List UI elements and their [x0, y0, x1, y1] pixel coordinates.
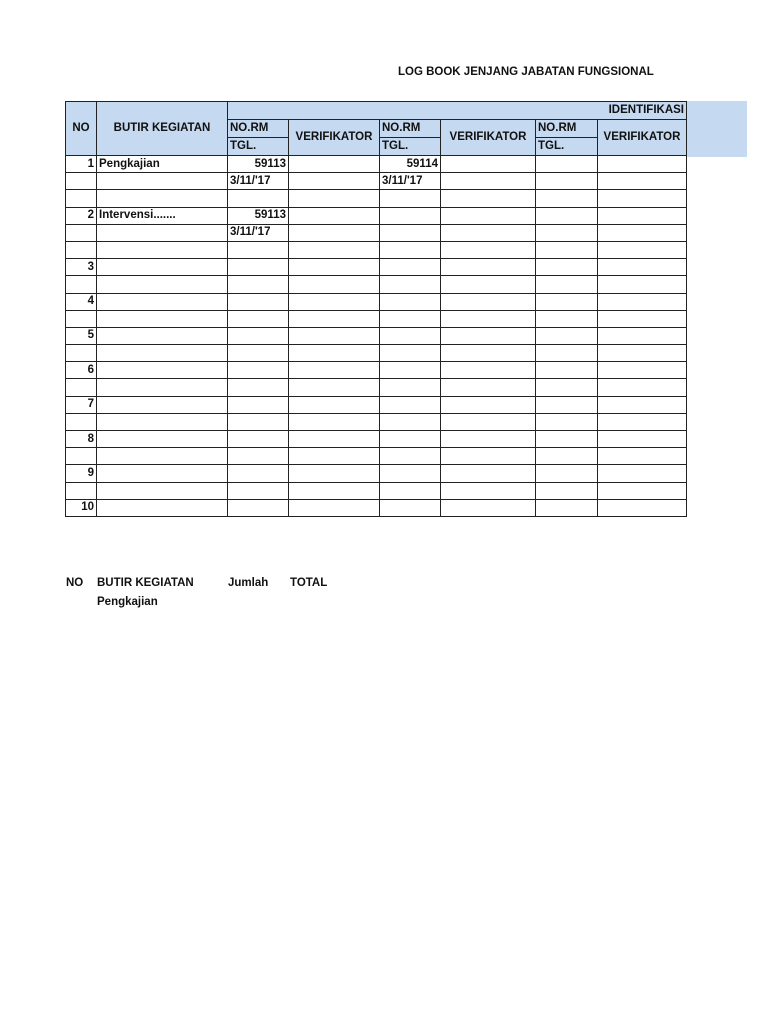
table-cell-no: [66, 276, 97, 293]
table-cell-c4: [441, 241, 536, 258]
table-cell-c3: [380, 345, 441, 362]
table-cell-c2: [289, 431, 380, 448]
table-cell-kegiatan: [97, 499, 228, 516]
table-cell-c5: [536, 190, 598, 207]
table-cell-c1: [228, 276, 289, 293]
table-cell-c4: [441, 448, 536, 465]
table-cell-kegiatan: [97, 310, 228, 327]
summary-butir-label: BUTIR KEGIATAN: [97, 577, 194, 589]
table-cell-c2: [289, 327, 380, 344]
header-butir-kegiatan: BUTIR KEGIATAN: [97, 102, 228, 156]
table-cell-c5: [536, 362, 598, 379]
table-cell-c3: [380, 431, 441, 448]
table-cell-c2: [289, 396, 380, 413]
logbook-table: [65, 101, 687, 517]
table-row: [66, 190, 687, 207]
table-cell-c1: [228, 482, 289, 499]
table-cell-kegiatan: [97, 345, 228, 362]
table-cell-kegiatan: [97, 173, 228, 190]
table-cell-c5: [536, 396, 598, 413]
table-cell-c5: [536, 241, 598, 258]
table-cell-c4: [441, 362, 536, 379]
table-row: [66, 499, 687, 516]
table-cell-c5: [536, 224, 598, 241]
table-cell-c3: [380, 327, 441, 344]
table-cell-c1: [228, 379, 289, 396]
table-cell-c6: [598, 207, 687, 224]
table-cell-kegiatan: [97, 379, 228, 396]
table-cell-c1: 3/11/'17: [228, 173, 289, 190]
table-cell-c4: [441, 173, 536, 190]
table-cell-c4: [441, 379, 536, 396]
table-cell-c6: [598, 327, 687, 344]
table-cell-c3: [380, 310, 441, 327]
table-cell-c1: [228, 190, 289, 207]
table-cell-c3: [380, 499, 441, 516]
table-cell-no: 1: [66, 156, 97, 173]
table-cell-c3: [380, 448, 441, 465]
table-cell-c6: [598, 276, 687, 293]
table-cell-no: [66, 448, 97, 465]
header-tgl-1: TGL.: [228, 138, 289, 156]
summary-no-label: NO: [66, 577, 84, 589]
table-cell-kegiatan: [97, 276, 228, 293]
table-cell-c2: [289, 482, 380, 499]
header-verifikator-3: VERIFIKATOR: [598, 120, 687, 156]
table-cell-c6: [598, 413, 687, 430]
table-cell-c6: [598, 465, 687, 482]
table-cell-c1: [228, 241, 289, 258]
table-cell-c4: [441, 190, 536, 207]
table-row: [66, 345, 687, 362]
table-cell-no: 9: [66, 465, 97, 482]
table-cell-c3: [380, 276, 441, 293]
table-cell-c3: [380, 379, 441, 396]
table-cell-c2: [289, 465, 380, 482]
table-cell-c3: [380, 413, 441, 430]
table-cell-c6: [598, 259, 687, 276]
table-cell-c5: [536, 413, 598, 430]
table-cell-c1: [228, 310, 289, 327]
table-cell-c2: [289, 293, 380, 310]
table-cell-c1: [228, 345, 289, 362]
table-row: [66, 448, 687, 465]
table-cell-c5: [536, 310, 598, 327]
page-title: LOG BOOK JENJANG JABATAN FUNGSIONAL: [398, 66, 654, 78]
table-cell-c2: [289, 310, 380, 327]
table-cell-no: 6: [66, 362, 97, 379]
table-cell-c3: [380, 241, 441, 258]
table-cell-c6: [598, 362, 687, 379]
table-cell-kegiatan: Intervensi.......: [97, 207, 228, 224]
table-cell-c5: [536, 431, 598, 448]
table-cell-no: 7: [66, 396, 97, 413]
header-norm-2: NO.RM: [380, 120, 441, 138]
table-cell-no: 4: [66, 293, 97, 310]
table-cell-c2: [289, 448, 380, 465]
table-cell-c4: [441, 482, 536, 499]
table-cell-c1: [228, 413, 289, 430]
table-cell-c3: [380, 259, 441, 276]
table-cell-c3: [380, 293, 441, 310]
table-cell-c2: [289, 173, 380, 190]
table-cell-no: [66, 482, 97, 499]
table-cell-c2: [289, 190, 380, 207]
table-cell-c2: [289, 224, 380, 241]
table-cell-c5: [536, 293, 598, 310]
header-row-identifikasi: [66, 102, 687, 120]
table-cell-c5: [536, 173, 598, 190]
table-cell-no: [66, 310, 97, 327]
table-cell-c3: [380, 224, 441, 241]
table-row: [66, 207, 687, 224]
table-cell-c6: [598, 379, 687, 396]
header-norm-1: NO.RM: [228, 120, 289, 138]
table-cell-c2: [289, 499, 380, 516]
table-row: [66, 224, 687, 241]
table-row: [66, 396, 687, 413]
table-cell-kegiatan: [97, 465, 228, 482]
table-cell-c4: [441, 327, 536, 344]
table-cell-c1: [228, 327, 289, 344]
table-cell-c6: [598, 156, 687, 173]
table-cell-c6: [598, 224, 687, 241]
table-cell-c4: [441, 431, 536, 448]
summary-item-pengkajian: Pengkajian: [97, 596, 158, 608]
table-cell-c5: [536, 465, 598, 482]
table-cell-c1: [228, 448, 289, 465]
table-cell-c1: 59113: [228, 207, 289, 224]
table-cell-c2: [289, 207, 380, 224]
table-cell-c2: [289, 276, 380, 293]
table-cell-c2: [289, 362, 380, 379]
table-cell-c2: [289, 379, 380, 396]
table-cell-kegiatan: [97, 224, 228, 241]
table-cell-c1: [228, 293, 289, 310]
table-cell-kegiatan: [97, 482, 228, 499]
table-cell-c4: [441, 276, 536, 293]
table-cell-no: 10: [66, 499, 97, 516]
table-cell-c1: 59113: [228, 156, 289, 173]
table-cell-no: [66, 345, 97, 362]
table-cell-c3: [380, 190, 441, 207]
table-cell-kegiatan: [97, 362, 228, 379]
table-cell-no: [66, 224, 97, 241]
table-cell-c4: [441, 396, 536, 413]
table-row: [66, 362, 687, 379]
table-cell-c6: [598, 396, 687, 413]
table-row: [66, 241, 687, 258]
table-cell-kegiatan: Pengkajian: [97, 156, 228, 173]
table-cell-c4: [441, 207, 536, 224]
table-cell-c6: [598, 173, 687, 190]
table-cell-c1: [228, 362, 289, 379]
table-cell-c5: [536, 207, 598, 224]
table-cell-c5: [536, 499, 598, 516]
table-row: [66, 156, 687, 173]
table-cell-no: [66, 379, 97, 396]
summary-jumlah-label: Jumlah: [228, 577, 269, 589]
table-cell-c5: [536, 448, 598, 465]
table-row: [66, 259, 687, 276]
table-cell-c2: [289, 259, 380, 276]
table-cell-c2: [289, 413, 380, 430]
table-cell-kegiatan: [97, 396, 228, 413]
table-cell-no: [66, 413, 97, 430]
table-cell-kegiatan: [97, 259, 228, 276]
table-cell-c3: [380, 482, 441, 499]
table-cell-c3: 3/11/'17: [380, 173, 441, 190]
table-row: [66, 482, 687, 499]
table-cell-no: [66, 190, 97, 207]
table-cell-kegiatan: [97, 190, 228, 207]
table-cell-c1: [228, 431, 289, 448]
table-cell-no: 8: [66, 431, 97, 448]
table-cell-c6: [598, 431, 687, 448]
table-cell-c5: [536, 345, 598, 362]
header-no: NO: [66, 102, 97, 156]
table-row: [66, 173, 687, 190]
table-cell-c2: [289, 345, 380, 362]
table-cell-kegiatan: [97, 293, 228, 310]
table-cell-kegiatan: [97, 431, 228, 448]
table-cell-c1: 3/11/'17: [228, 224, 289, 241]
table-cell-c6: [598, 482, 687, 499]
table-cell-c6: [598, 241, 687, 258]
table-cell-no: [66, 241, 97, 258]
table-cell-c2: [289, 241, 380, 258]
header-verifikator-1: VERIFIKATOR: [289, 120, 380, 156]
table-cell-c4: [441, 345, 536, 362]
table-cell-c4: [441, 293, 536, 310]
header-tgl-2: TGL.: [380, 138, 441, 156]
table-cell-kegiatan: [97, 448, 228, 465]
table-cell-c6: [598, 345, 687, 362]
table-cell-c4: [441, 259, 536, 276]
table-cell-c6: [598, 448, 687, 465]
table-cell-c3: [380, 362, 441, 379]
table-cell-c2: [289, 156, 380, 173]
table-cell-c3: [380, 207, 441, 224]
table-cell-c5: [536, 276, 598, 293]
table-cell-c4: [441, 465, 536, 482]
table-cell-c6: [598, 190, 687, 207]
table-cell-c5: [536, 259, 598, 276]
header-fill-extension: [686, 101, 747, 157]
header-verifikator-2: VERIFIKATOR: [441, 120, 536, 156]
table-cell-no: [66, 173, 97, 190]
table-cell-c4: [441, 156, 536, 173]
table-cell-c5: [536, 379, 598, 396]
table-cell-c3: [380, 396, 441, 413]
table-cell-c1: [228, 465, 289, 482]
table-row: [66, 293, 687, 310]
table-cell-c4: [441, 224, 536, 241]
table-cell-c5: [536, 327, 598, 344]
table-cell-c1: [228, 499, 289, 516]
table-cell-c6: [598, 310, 687, 327]
table-row: [66, 379, 687, 396]
table-cell-c4: [441, 499, 536, 516]
table-row: [66, 413, 687, 430]
table-row: [66, 327, 687, 344]
table-cell-no: 5: [66, 327, 97, 344]
table-cell-c5: [536, 482, 598, 499]
table-row: [66, 276, 687, 293]
table-cell-c3: [380, 465, 441, 482]
table-row: [66, 465, 687, 482]
header-identifikasi: IDENTIFIKASI: [228, 102, 687, 120]
table-cell-c4: [441, 413, 536, 430]
table-cell-kegiatan: [97, 241, 228, 258]
table-cell-c1: [228, 259, 289, 276]
header-tgl-3: TGL.: [536, 138, 598, 156]
table-cell-kegiatan: [97, 413, 228, 430]
table-cell-c3: 59114: [380, 156, 441, 173]
table-cell-c6: [598, 499, 687, 516]
table-cell-no: 2: [66, 207, 97, 224]
table-cell-c4: [441, 310, 536, 327]
table-row: [66, 310, 687, 327]
table-cell-c1: [228, 396, 289, 413]
header-norm-3: NO.RM: [536, 120, 598, 138]
table-cell-c6: [598, 293, 687, 310]
table-row: [66, 431, 687, 448]
summary-total-label: TOTAL: [290, 577, 328, 589]
table-cell-no: 3: [66, 259, 97, 276]
table-cell-kegiatan: [97, 327, 228, 344]
table-cell-c5: [536, 156, 598, 173]
